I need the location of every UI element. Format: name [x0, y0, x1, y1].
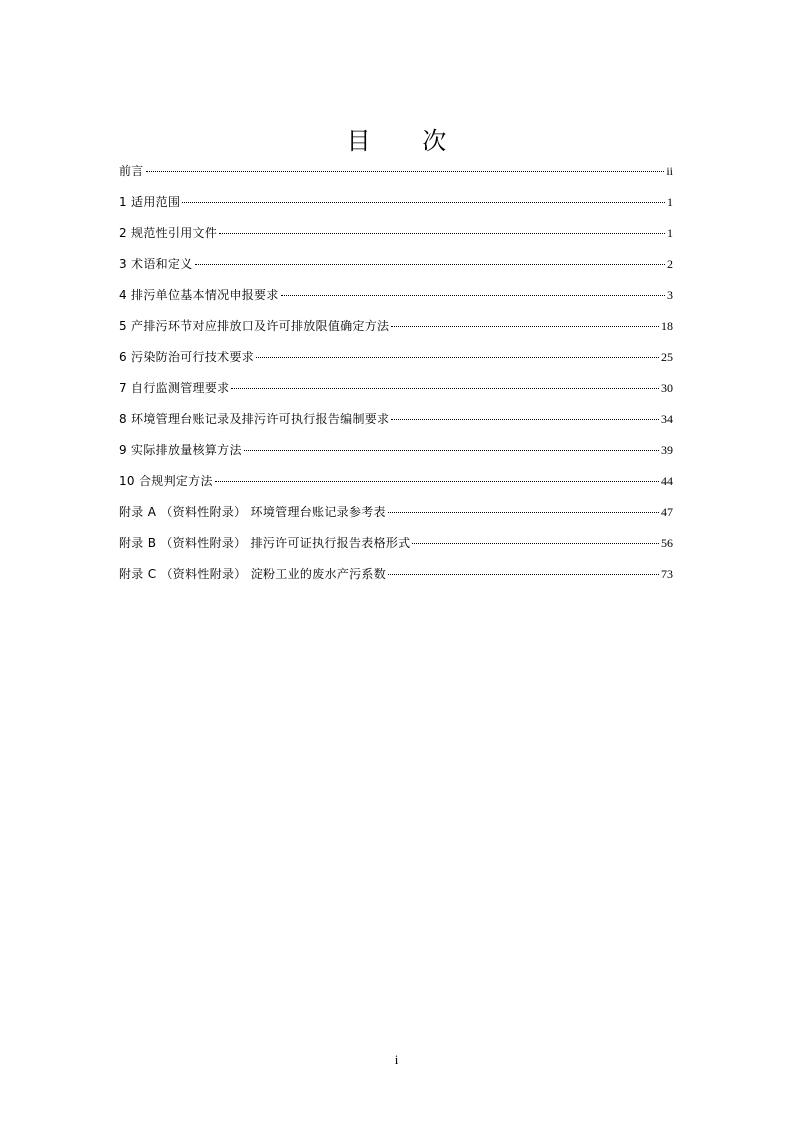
toc-dot-leader [195, 264, 665, 265]
toc-dot-leader [231, 388, 659, 389]
toc-dot-leader [388, 512, 659, 513]
toc-entry-label: 6 污染防治可行技术要求 [119, 350, 255, 364]
toc-dot-leader [391, 326, 659, 327]
toc-entry-label: 附录 A （资料性附录） 环境管理台账记录参考表 [119, 505, 386, 519]
toc-entry-7[interactable] [119, 375, 673, 406]
toc-entry-appendix-c[interactable] [119, 561, 673, 592]
toc-entry-5[interactable] [119, 313, 673, 344]
toc-entry-2[interactable] [119, 220, 673, 251]
toc-entry-page: 25 [661, 350, 673, 364]
toc-entry-page: 1 [667, 226, 673, 240]
toc-entry-page: 30 [661, 381, 673, 395]
toc-dot-leader [256, 357, 659, 358]
toc-entry-page: 3 [667, 288, 673, 302]
toc-dot-leader [146, 171, 665, 172]
toc-entry-page: 39 [661, 443, 673, 457]
toc-entry-label: 2 规范性引用文件 [119, 226, 218, 240]
toc-entry-page: 47 [661, 505, 673, 519]
toc-entry-appendix-b[interactable] [119, 530, 673, 561]
toc-dot-leader [412, 543, 659, 544]
toc-entry-page: 18 [661, 319, 673, 333]
toc-entry-label: 9 实际排放量核算方法 [119, 443, 242, 457]
toc-entry-label: 3 术语和定义 [119, 257, 193, 271]
toc-entry-appendix-a[interactable] [119, 499, 673, 530]
toc-entry-page: 2 [667, 257, 673, 271]
toc-entry-label: 8 环境管理台账记录及排污许可执行报告编制要求 [119, 412, 390, 426]
toc-entry-page: ii [666, 164, 673, 178]
toc-dot-leader [219, 233, 665, 234]
toc-dot-leader [244, 450, 659, 451]
page-number: i [394, 1052, 399, 1067]
toc-entry-label: 7 自行监测管理要求 [119, 381, 230, 395]
toc-dot-leader [391, 419, 659, 420]
toc-entry-3[interactable] [119, 251, 673, 282]
toc-entry-4[interactable] [119, 282, 673, 313]
toc-entry-6[interactable] [119, 344, 673, 375]
toc-entry-label: 附录 B （资料性附录） 排污许可证执行报告表格形式 [119, 536, 411, 550]
toc-entry-label: 4 排污单位基本情况申报要求 [119, 288, 279, 302]
toc-entry-page: 56 [661, 536, 673, 550]
toc-dot-leader [388, 574, 659, 575]
toc-dot-leader [182, 202, 665, 203]
toc-entry-10[interactable] [119, 468, 673, 499]
page-title: 目 次 [346, 127, 469, 156]
toc-entry-page: 34 [661, 412, 673, 426]
toc-entry-label: 1 适用范围 [119, 195, 181, 209]
toc-entry-label: 前言 [119, 164, 144, 178]
toc-entry-page: 1 [667, 195, 673, 209]
toc-entry-9[interactable] [119, 437, 673, 468]
toc-entry-label: 附录 C （资料性附录） 淀粉工业的废水产污系数 [119, 567, 387, 581]
table-of-contents [119, 158, 673, 592]
toc-entry-label: 10 合规判定方法 [119, 474, 213, 488]
toc-dot-leader [215, 481, 659, 482]
toc-entry-foreword[interactable] [119, 158, 673, 189]
toc-dot-leader [281, 295, 665, 296]
toc-entry-8[interactable] [119, 406, 673, 437]
toc-entry-1[interactable] [119, 189, 673, 220]
toc-entry-page: 73 [661, 567, 673, 581]
toc-entry-page: 44 [661, 474, 673, 488]
toc-entry-label: 5 产排污环节对应排放口及许可排放限值确定方法 [119, 319, 390, 333]
